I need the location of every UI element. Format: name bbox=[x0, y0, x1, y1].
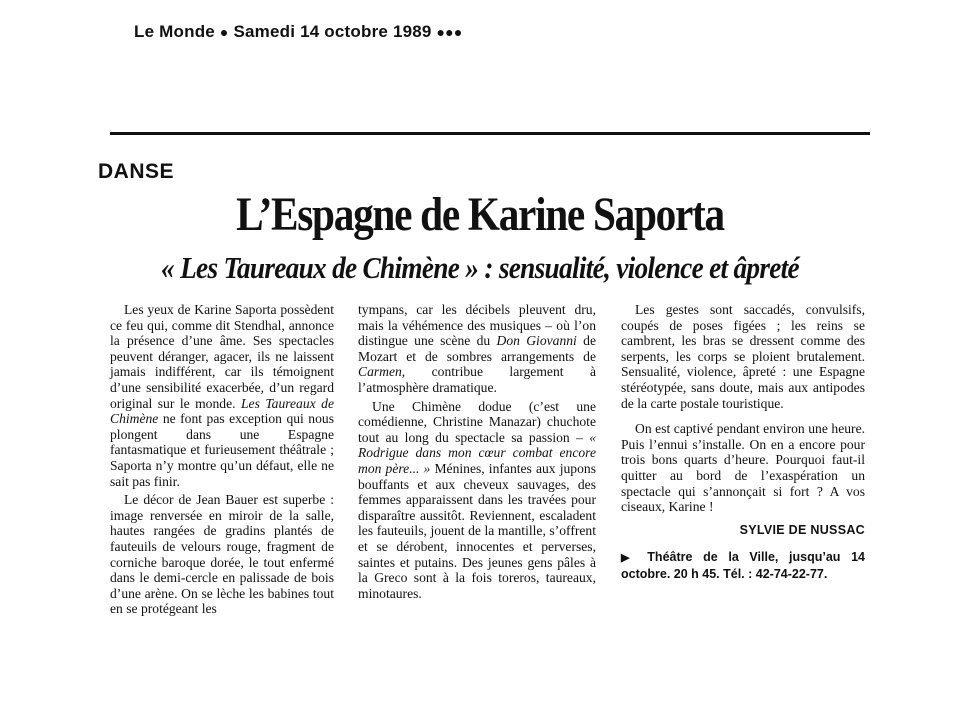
text-run: tympans, car les décibels pleuvent dru, mais la véhémence des musiques – où l’on distingue une scène du bbox=[358, 302, 596, 349]
opera-title: Carmen, bbox=[358, 364, 406, 380]
practical-info bbox=[621, 550, 865, 582]
article-column-2 bbox=[358, 302, 596, 601]
newspaper-name: Le Monde bbox=[134, 22, 215, 41]
triangle-right-icon: ▶ bbox=[621, 552, 637, 565]
section-rubric: DANSE bbox=[98, 160, 175, 183]
paragraph: Le décor de Jean Bauer est superbe : image renversée en miroir de la salle, hautes rangées de gradins plantés de fauteuils de velours rouge, fragment de corniche baroque dorée, le tout enfermé dans le demi-cercle en palissade de bois d’une arène. On se lèche les babines tout en se protégeant les bbox=[110, 492, 334, 617]
text-run: de Mozart et de sombres arrangements de bbox=[358, 333, 596, 364]
article-column-3 bbox=[621, 302, 865, 583]
text-run: Une Chimène dodue (c’est une comédienne, Christine Manazar) chuchote tout au long du spectacle sa passion – bbox=[358, 398, 596, 445]
masthead bbox=[134, 22, 462, 42]
text-run: Les yeux de Karine Saporta possèdent ce feu qui, comme dit Stendhal, annonce la présence d’une âme. Ses spectacles peuvent déranger, agacer, ils ne laissent jamais indifférent, car ils témoignent d’une sensibilité exacerbée, d’un regard original sur le monde. bbox=[110, 302, 334, 411]
paragraph bbox=[358, 399, 596, 602]
bullet-icon: ● bbox=[219, 24, 229, 40]
quotation: « Rodrigue dans mon cœur combat encore mon père... » bbox=[358, 429, 596, 476]
header-rule bbox=[110, 132, 870, 135]
paragraph: Les gestes sont saccadés, convulsifs, coupés de poses figées ; les reins se cambrent, les bras se dressent comme des serpents, les corps se ploient brutalement. Sensualité, violence, âpreté : une Espagne stéréotypée, sans doute, mais aux antipodes de la carte postale touristique. bbox=[621, 302, 865, 411]
author-signature: SYLVIE DE NUSSAC bbox=[739, 522, 865, 537]
paragraph bbox=[358, 302, 596, 396]
dots-icon: ●●● bbox=[436, 24, 463, 40]
text-run: Ménines, infantes aux jupons bouffants et aux cheveux sauvages, des femmes apparaissent dans les travées pour disparaître aussitôt. Reviennent, escaladent les fauteuils, jouent de la mantille, s’offrent et se dérobent, innocentes et perverses, saintes et putains. Des jeunes gens pâles à la Greco sont à la fois toreros, taureaux, minotaures. bbox=[358, 460, 596, 601]
venue-info: Théâtre de la Ville, jusqu’au 14 octobre. 20 h 45. Tél. : 42-74-22-77. bbox=[621, 550, 865, 581]
article-column-1 bbox=[110, 302, 334, 617]
article-subtitle: « Les Taureaux de Chimène » : sensualité, violence et âpreté bbox=[161, 250, 799, 285]
issue-date: Samedi 14 octobre 1989 bbox=[233, 22, 432, 41]
paragraph bbox=[110, 302, 334, 489]
text-run: contribue largement à l’atmosphère dramatique. bbox=[358, 364, 596, 395]
opera-title: Don Giovanni bbox=[496, 333, 577, 349]
show-title: Les Taureaux de Chimène bbox=[110, 395, 334, 427]
article-title: L’Espagne de Karine Saporta bbox=[236, 188, 724, 241]
paragraph: On est captivé pendant environ une heure. Puis l’ennui s’installe. On en a encore pour trois bons quarts d’heure. Pourquoi faut-il quitter au bord de l’exaspération un spectacle qui s’annonçait si fort ? A vos ciseaux, Karine ! bbox=[621, 421, 865, 515]
text-run: ne font pas exception qui nous plongent dans une Espagne fantasmatique et furieusement théâtrale ; Saporta n’y montre qu’un défaut, elle ne sait pas finir. bbox=[110, 411, 334, 489]
